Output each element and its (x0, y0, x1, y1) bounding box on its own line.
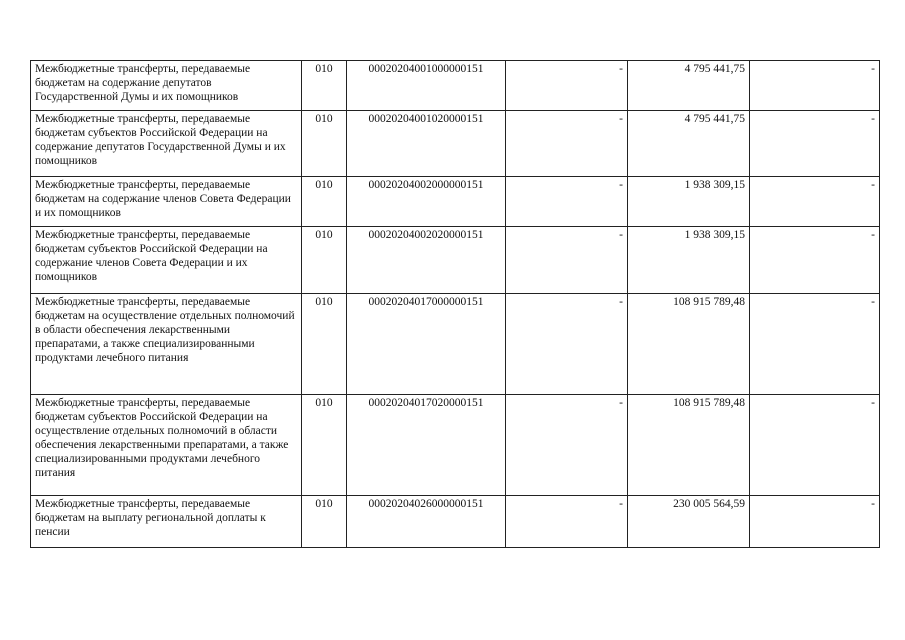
row-kbk-cell: 00020204001020000151 (347, 111, 506, 177)
row-name-cell: Межбюджетные трансферты, передаваемые бюджетам субъектов Российской Федерации на содержание членов Совета Федерации и их помощников (31, 227, 302, 294)
row-col-a-cell: - (506, 61, 628, 111)
row-name-cell: Межбюджетные трансферты, передаваемые бюджетам на выплату региональной доплаты к пенсии (31, 496, 302, 548)
row-kbk-cell: 00020204017000000151 (347, 294, 506, 395)
row-kbk-cell: 00020204002020000151 (347, 227, 506, 294)
row-name-cell: Межбюджетные трансферты, передаваемые бюджетам субъектов Российской Федерации на содержание депутатов Государственной Думы и их помощников (31, 111, 302, 177)
row-code-cell: 010 (302, 496, 347, 548)
row-name-cell: Межбюджетные трансферты, передаваемые бюджетам на содержание депутатов Государственной Думы и их помощников (31, 61, 302, 111)
row-col-c-cell: - (750, 61, 880, 111)
table-row (31, 227, 880, 294)
row-kbk-cell: 00020204001000000151 (347, 61, 506, 111)
row-kbk-cell: 00020204017020000151 (347, 395, 506, 496)
row-code-cell: 010 (302, 111, 347, 177)
row-col-b-cell: 1 938 309,15 (628, 177, 750, 227)
table-row (31, 395, 880, 496)
table-row (31, 177, 880, 227)
row-col-b-cell: 4 795 441,75 (628, 61, 750, 111)
row-col-b-cell: 1 938 309,15 (628, 227, 750, 294)
row-code-cell: 010 (302, 395, 347, 496)
table-row (31, 61, 880, 111)
row-col-a-cell: - (506, 177, 628, 227)
row-code-cell: 010 (302, 227, 347, 294)
row-col-c-cell: - (750, 395, 880, 496)
row-col-a-cell: - (506, 294, 628, 395)
row-col-a-cell: - (506, 227, 628, 294)
row-col-b-cell: 108 915 789,48 (628, 395, 750, 496)
row-col-b-cell: 230 005 564,59 (628, 496, 750, 548)
row-name-cell: Межбюджетные трансферты, передаваемые бюджетам на содержание членов Совета Федерации и их помощников (31, 177, 302, 227)
row-name-cell: Межбюджетные трансферты, передаваемые бюджетам на осуществление отдельных полномочий в области обеспечения лекарственными препаратами, а также специализированными продуктами лечебного питания (31, 294, 302, 395)
table-row (31, 496, 880, 548)
row-code-cell: 010 (302, 177, 347, 227)
row-col-c-cell: - (750, 227, 880, 294)
row-col-a-cell: - (506, 111, 628, 177)
row-col-b-cell: 4 795 441,75 (628, 111, 750, 177)
row-code-cell: 010 (302, 294, 347, 395)
row-col-c-cell: - (750, 294, 880, 395)
budget-table (30, 60, 880, 548)
row-col-b-cell: 108 915 789,48 (628, 294, 750, 395)
row-col-c-cell: - (750, 111, 880, 177)
table-row (31, 294, 880, 395)
table-row (31, 111, 880, 177)
row-col-c-cell: - (750, 177, 880, 227)
row-kbk-cell: 00020204026000000151 (347, 496, 506, 548)
row-name-cell: Межбюджетные трансферты, передаваемые бюджетам субъектов Российской Федерации на осуществление отдельных полномочий в области обеспечения лекарственными препаратами, а также специализированными продуктами лечебного питания (31, 395, 302, 496)
row-col-c-cell: - (750, 496, 880, 548)
row-code-cell: 010 (302, 61, 347, 111)
budget-table-body (31, 61, 880, 548)
row-col-a-cell: - (506, 496, 628, 548)
row-col-a-cell: - (506, 395, 628, 496)
row-kbk-cell: 00020204002000000151 (347, 177, 506, 227)
